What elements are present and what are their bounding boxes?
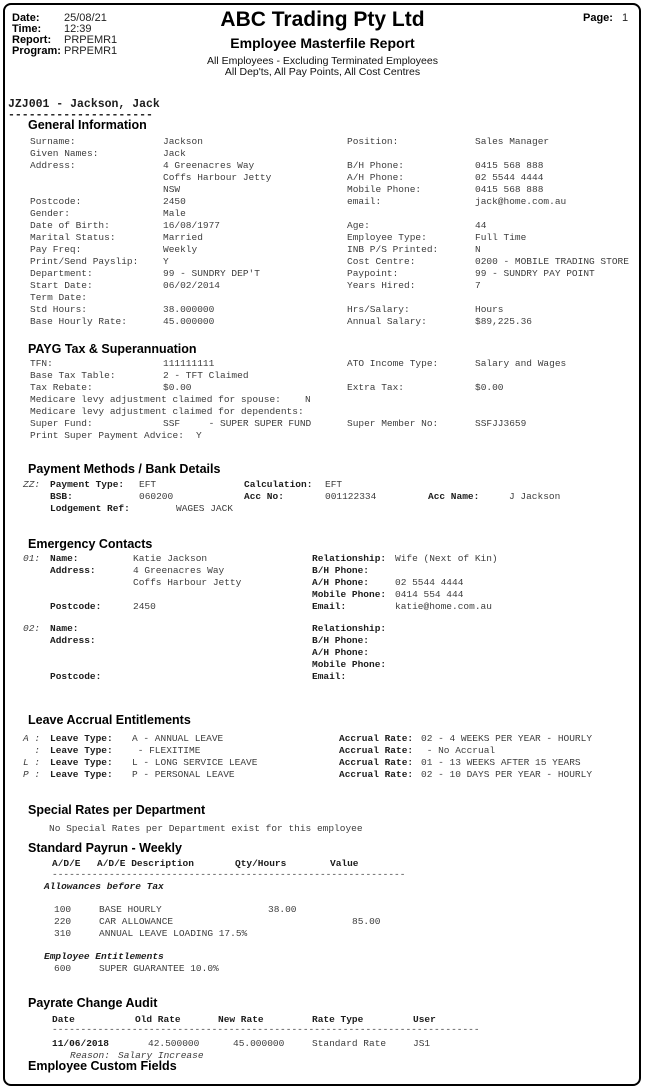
payment-sequence-tag: ZZ: bbox=[23, 479, 41, 490]
column-header-qty-hours: Qty/Hours bbox=[235, 858, 287, 869]
field-value: Katie Jackson bbox=[133, 553, 208, 564]
field-label: Address: bbox=[50, 565, 96, 576]
field-label: Name: bbox=[50, 553, 79, 564]
field-value: 02 - 4 WEEKS PER YEAR - HOURLY bbox=[421, 733, 593, 744]
audit-reason-value: Salary Increase bbox=[118, 1050, 204, 1061]
field-value: 06/02/2014 bbox=[163, 280, 221, 291]
field-label: Employee Type: bbox=[347, 232, 427, 243]
leave-code-tag: A : bbox=[23, 733, 41, 744]
field-label: Paypoint: bbox=[347, 268, 399, 279]
field-label: A/H Phone: bbox=[347, 172, 405, 183]
field-value: 7 bbox=[475, 280, 481, 291]
special-rates-empty-message: No Special Rates per Department exist for this employee bbox=[49, 823, 363, 834]
employee-header: JZJ001 - Jackson, Jack bbox=[8, 98, 160, 111]
field-label: A/H Phone: bbox=[312, 647, 370, 658]
payrun-qty: 38.00 bbox=[268, 904, 297, 915]
payrun-description: BASE HOURLY bbox=[99, 904, 162, 915]
field-value: SSF - SUPER SUPER FUND bbox=[163, 418, 312, 429]
field-value: Male bbox=[163, 208, 186, 219]
field-label: Surname: bbox=[30, 136, 76, 147]
field-value: 44 bbox=[475, 220, 487, 231]
field-label: Std Hours: bbox=[30, 304, 88, 315]
field-value: jack@home.com.au bbox=[475, 196, 567, 207]
field-value: SSFJJ3659 bbox=[475, 418, 527, 429]
field-label: BSB: bbox=[50, 491, 73, 502]
field-label: Calculation: bbox=[244, 479, 313, 490]
field-value: $89,225.36 bbox=[475, 316, 533, 327]
payrun-code: 310 bbox=[54, 928, 72, 939]
section-heading-payg: PAYG Tax & Superannuation bbox=[28, 342, 197, 356]
field-label: Start Date: bbox=[30, 280, 93, 291]
field-label: Pay Freq: bbox=[30, 244, 82, 255]
filter-line-1: All Employees - Excluding Terminated Employees bbox=[207, 55, 438, 67]
field-value: 02 - 10 DAYS PER YEAR - HOURLY bbox=[421, 769, 593, 780]
column-header-new-rate: New Rate bbox=[218, 1014, 264, 1025]
field-label: Lodgement Ref: bbox=[50, 503, 130, 514]
column-header-ade: A/D/E bbox=[52, 858, 81, 869]
payrun-group-label: Employee Entitlements bbox=[44, 951, 164, 962]
field-value: Married bbox=[163, 232, 203, 243]
field-value: Coffs Harbour Jetty bbox=[163, 172, 272, 183]
field-label: TFN: bbox=[30, 358, 53, 369]
field-label: Postcode: bbox=[50, 601, 102, 612]
field-label: Tax Rebate: bbox=[30, 382, 93, 393]
field-label: Hrs/Salary: bbox=[347, 304, 410, 315]
field-value: 99 - SUNDRY DEP'T bbox=[163, 268, 260, 279]
field-value: J Jackson bbox=[509, 491, 561, 502]
field-label: Mobile Phone: bbox=[312, 659, 387, 670]
field-label: Age: bbox=[347, 220, 370, 231]
field-label: Leave Type: bbox=[50, 757, 113, 768]
table-separator: -------------------------------------------------------------- bbox=[52, 869, 406, 880]
field-label: Relationship: bbox=[312, 623, 387, 634]
date-label: Date: bbox=[12, 12, 40, 24]
field-label: Base Hourly Rate: bbox=[30, 316, 127, 327]
field-value: 0414 554 444 bbox=[395, 589, 464, 600]
section-heading-payrate-audit: Payrate Change Audit bbox=[28, 996, 158, 1010]
field-value: 2450 bbox=[133, 601, 156, 612]
field-label: Address: bbox=[30, 160, 76, 171]
column-header-user: User bbox=[413, 1014, 436, 1025]
section-heading-standard-payrun: Standard Payrun - Weekly bbox=[28, 841, 182, 855]
field-value: Sales Manager bbox=[475, 136, 550, 147]
field-value: 38.000000 bbox=[163, 304, 215, 315]
payrun-code: 100 bbox=[54, 904, 72, 915]
field-label: Medicare levy adjustment claimed for dependents: bbox=[30, 406, 304, 417]
page-number: 1 bbox=[622, 12, 629, 24]
audit-rate-type: Standard Rate bbox=[312, 1038, 387, 1049]
field-value: 0415 568 888 bbox=[475, 184, 544, 195]
field-value: EFT bbox=[325, 479, 343, 490]
audit-reason-label: Reason: bbox=[70, 1050, 110, 1061]
report-label: Report: bbox=[12, 34, 52, 46]
section-heading-emergency-contacts: Emergency Contacts bbox=[28, 537, 153, 551]
payrun-description: ANNUAL LEAVE LOADING 17.5% bbox=[99, 928, 248, 939]
leave-code-tag: : bbox=[23, 745, 41, 756]
field-value: katie@home.com.au bbox=[395, 601, 492, 612]
field-label: Mobile Phone: bbox=[347, 184, 422, 195]
field-label: Accrual Rate: bbox=[339, 769, 414, 780]
field-label: Acc No: bbox=[244, 491, 284, 502]
field-label: Leave Type: bbox=[50, 769, 113, 780]
field-label: Relationship: bbox=[312, 553, 387, 564]
field-value: 45.000000 bbox=[163, 316, 215, 327]
filter-line-2: All Dep'ts, All Pay Points, All Cost Centres bbox=[224, 66, 421, 78]
field-label: Medicare levy adjustment claimed for spouse: bbox=[30, 394, 281, 405]
field-value: WAGES JACK bbox=[176, 503, 234, 514]
date-value: 25/08/21 bbox=[64, 12, 107, 24]
column-header-description: A/D/E Description bbox=[97, 858, 194, 869]
field-value: 2 - TFT Claimed bbox=[163, 370, 249, 381]
payrun-code: 600 bbox=[54, 963, 72, 974]
field-label: Base Tax Table: bbox=[30, 370, 116, 381]
program-label: Program: bbox=[12, 45, 61, 57]
field-label: Date of Birth: bbox=[30, 220, 110, 231]
field-label: Acc Name: bbox=[428, 491, 480, 502]
payrun-description: SUPER GUARANTEE 10.0% bbox=[99, 963, 219, 974]
field-value: 4 Greenacres Way bbox=[133, 565, 225, 576]
field-label: Years Hired: bbox=[347, 280, 416, 291]
field-value: Salary and Wages bbox=[475, 358, 567, 369]
company-title: ABC Trading Pty Ltd bbox=[220, 8, 425, 31]
field-value: 001122334 bbox=[325, 491, 377, 502]
section-heading-leave-accrual: Leave Accrual Entitlements bbox=[28, 713, 191, 727]
section-heading-custom-fields: Employee Custom Fields bbox=[28, 1059, 177, 1073]
field-value: Wife (Next of Kin) bbox=[395, 553, 498, 564]
field-label: Print Super Payment Advice: bbox=[30, 430, 184, 441]
field-label: B/H Phone: bbox=[312, 565, 370, 576]
field-label: Mobile Phone: bbox=[312, 589, 387, 600]
report-title: Employee Masterfile Report bbox=[230, 35, 415, 51]
field-label: Email: bbox=[312, 671, 347, 682]
field-value: $0.00 bbox=[163, 382, 192, 393]
field-value: Jackson bbox=[163, 136, 203, 147]
field-label: Payment Type: bbox=[50, 479, 125, 490]
field-value: 99 - SUNDRY PAY POINT bbox=[475, 268, 595, 279]
field-value: L - LONG SERVICE LEAVE bbox=[132, 757, 258, 768]
field-label: ATO Income Type: bbox=[347, 358, 439, 369]
time-value: 12:39 bbox=[64, 23, 92, 35]
payrun-description: CAR ALLOWANCE bbox=[99, 916, 174, 927]
column-header-date: Date bbox=[52, 1014, 75, 1025]
field-label: Gender: bbox=[30, 208, 70, 219]
field-value: P - PERSONAL LEAVE bbox=[132, 769, 235, 780]
field-value: 02 5544 4444 bbox=[475, 172, 544, 183]
field-value: 0415 568 888 bbox=[475, 160, 544, 171]
field-label: Postcode: bbox=[30, 196, 82, 207]
program-value: PRPEMR1 bbox=[64, 45, 118, 57]
field-value: 01 - 13 WEEKS AFTER 15 YEARS bbox=[421, 757, 581, 768]
field-label: Super Fund: bbox=[30, 418, 93, 429]
field-value: EFT bbox=[139, 479, 157, 490]
field-label: email: bbox=[347, 196, 382, 207]
field-value: 2450 bbox=[163, 196, 186, 207]
table-separator: --------------------------------------------------------------------------- bbox=[52, 1024, 480, 1035]
field-label: INB P/S Printed: bbox=[347, 244, 439, 255]
field-label: Name: bbox=[50, 623, 79, 634]
field-label: Leave Type: bbox=[50, 745, 113, 756]
field-label: Address: bbox=[50, 635, 96, 646]
audit-user: JS1 bbox=[413, 1038, 431, 1049]
audit-new-rate: 45.000000 bbox=[233, 1038, 285, 1049]
field-value: 0200 - MOBILE TRADING STORE bbox=[475, 256, 629, 267]
field-label: Annual Salary: bbox=[347, 316, 427, 327]
field-label: Email: bbox=[312, 601, 347, 612]
leave-code-tag: L : bbox=[23, 757, 41, 768]
field-label: Term Date: bbox=[30, 292, 88, 303]
field-label: B/H Phone: bbox=[347, 160, 405, 171]
payrun-group-label: Allowances before Tax bbox=[44, 881, 164, 892]
field-label: B/H Phone: bbox=[312, 635, 370, 646]
field-value: A - ANNUAL LEAVE bbox=[132, 733, 224, 744]
field-value: N bbox=[305, 394, 311, 405]
payrun-value: 85.00 bbox=[352, 916, 381, 927]
field-value: Y bbox=[163, 256, 169, 267]
leave-code-tag: P : bbox=[23, 769, 41, 780]
audit-old-rate: 42.500000 bbox=[148, 1038, 200, 1049]
field-value: NSW bbox=[163, 184, 181, 195]
contact-sequence-tag: 02: bbox=[23, 623, 41, 634]
field-label: Print/Send Payslip: bbox=[30, 256, 139, 267]
field-value: 060200 bbox=[139, 491, 174, 502]
section-heading-general-information: General Information bbox=[28, 118, 147, 132]
field-value: Jack bbox=[163, 148, 186, 159]
field-label: Accrual Rate: bbox=[339, 757, 414, 768]
field-label: Accrual Rate: bbox=[339, 745, 414, 756]
field-value: $0.00 bbox=[475, 382, 504, 393]
time-label: Time: bbox=[12, 23, 42, 35]
field-value: 4 Greenacres Way bbox=[163, 160, 255, 171]
section-heading-payment-methods: Payment Methods / Bank Details bbox=[28, 462, 221, 476]
field-label: Given Names: bbox=[30, 148, 99, 159]
payrun-code: 220 bbox=[54, 916, 72, 927]
field-value: Y bbox=[196, 430, 202, 441]
field-value: Full Time bbox=[475, 232, 527, 243]
employee-header-underline: --------------------- bbox=[8, 109, 153, 122]
field-label: Postcode: bbox=[50, 671, 102, 682]
field-label: A/H Phone: bbox=[312, 577, 370, 588]
field-label: Accrual Rate: bbox=[339, 733, 414, 744]
field-label: Position: bbox=[347, 136, 399, 147]
column-header-old-rate: Old Rate bbox=[135, 1014, 181, 1025]
section-heading-special-rates: Special Rates per Department bbox=[28, 803, 206, 817]
field-value: Hours bbox=[475, 304, 504, 315]
field-label: Marital Status: bbox=[30, 232, 116, 243]
field-value: 16/08/1977 bbox=[163, 220, 221, 231]
field-value: 111111111 bbox=[163, 358, 215, 369]
contact-sequence-tag: 01: bbox=[23, 553, 41, 564]
column-header-value: Value bbox=[330, 858, 359, 869]
report-value: PRPEMR1 bbox=[64, 34, 118, 46]
field-value: N bbox=[475, 244, 481, 255]
field-value: Weekly bbox=[163, 244, 198, 255]
field-label: Leave Type: bbox=[50, 733, 113, 744]
audit-date: 11/06/2018 bbox=[52, 1038, 110, 1049]
field-label: Cost Centre: bbox=[347, 256, 416, 267]
field-label: Department: bbox=[30, 268, 93, 279]
field-label: Super Member No: bbox=[347, 418, 439, 429]
field-value: - FLEXITIME bbox=[132, 745, 201, 756]
field-value: - No Accrual bbox=[421, 745, 496, 756]
page-label: Page: bbox=[583, 12, 613, 24]
field-label: Extra Tax: bbox=[347, 382, 405, 393]
column-header-rate-type: Rate Type bbox=[312, 1014, 364, 1025]
field-value: 02 5544 4444 bbox=[395, 577, 464, 588]
field-value: Coffs Harbour Jetty bbox=[133, 577, 242, 588]
